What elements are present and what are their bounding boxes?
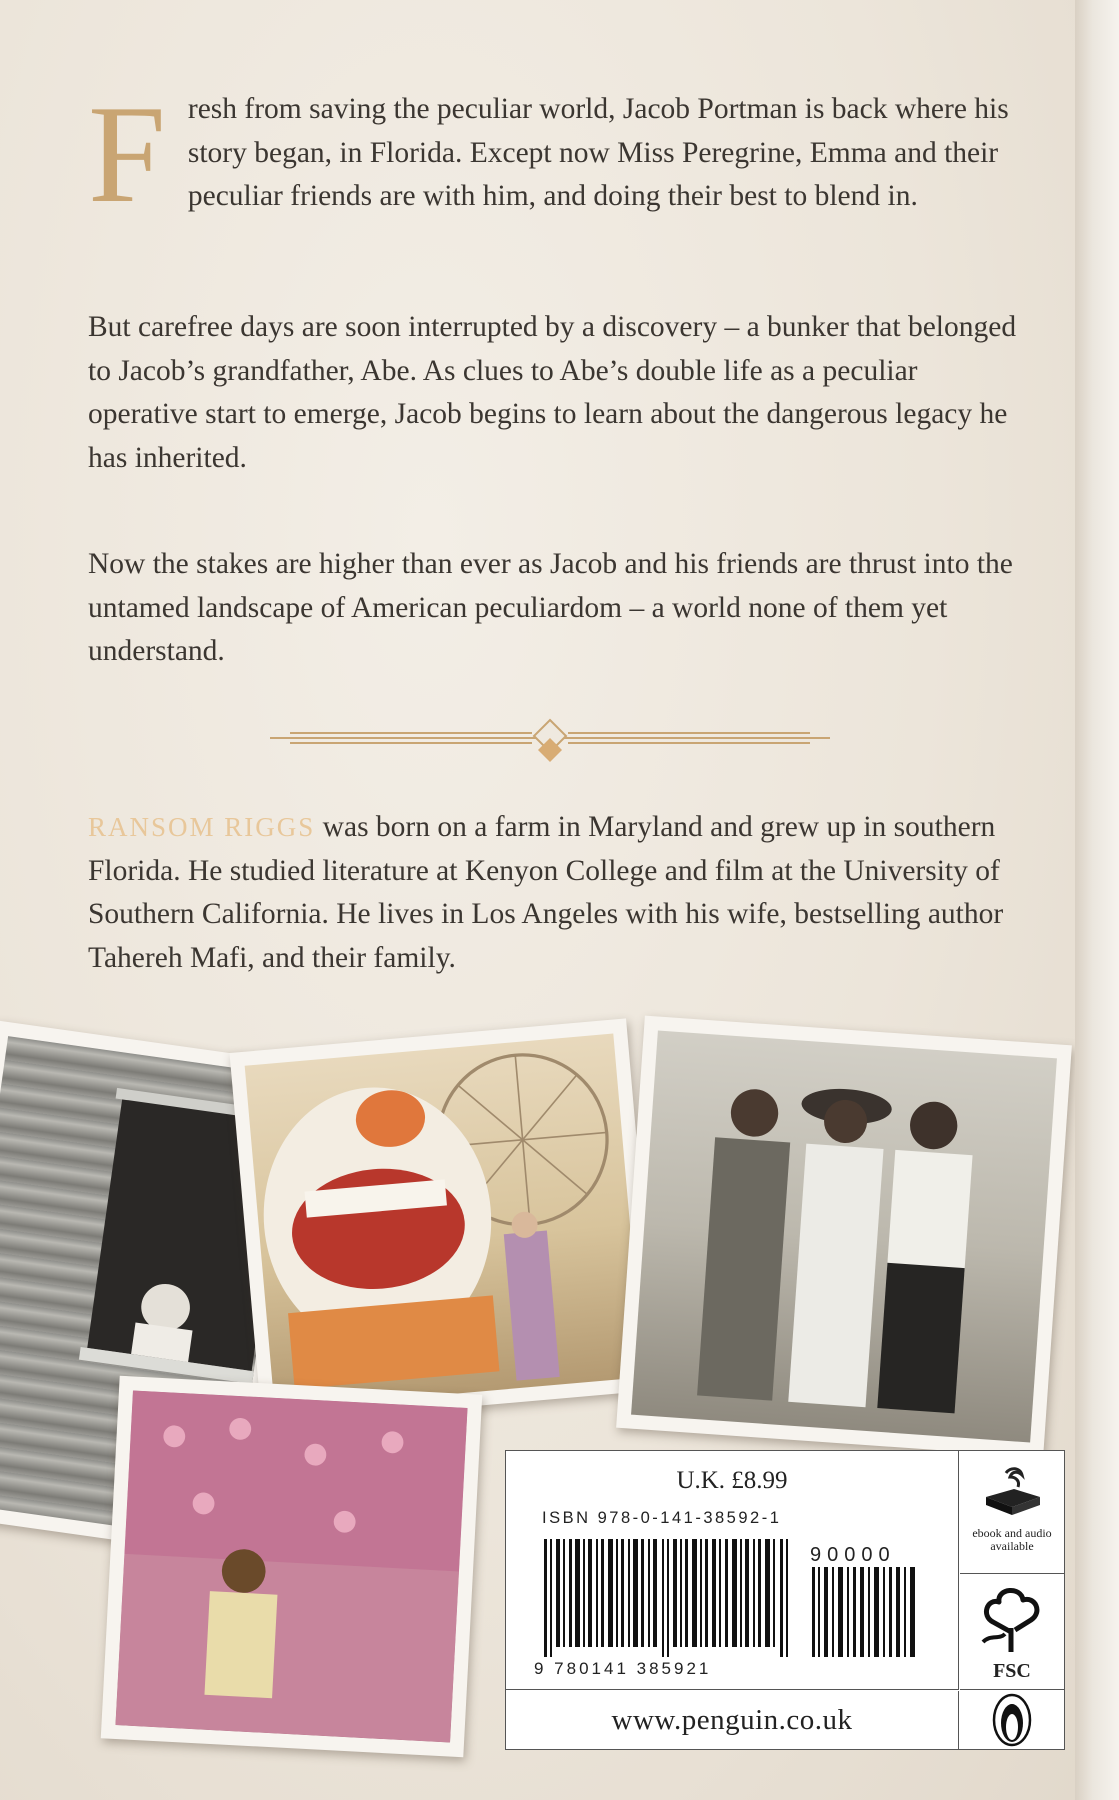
penguin-logo-icon [960, 1691, 1064, 1749]
isbn: ISBN 978-0-141-38592-1 [542, 1509, 782, 1527]
drop-cap: F [88, 77, 166, 232]
fsc-badge [960, 1574, 1064, 1690]
author-name: RANSOM RIGGS [88, 812, 316, 842]
clown-image [245, 1034, 644, 1410]
barcode-section [506, 1451, 959, 1690]
photo-doll-on-couch [101, 1376, 483, 1758]
photo-three-women [616, 1016, 1072, 1458]
penguin-logo-cell [960, 1691, 1064, 1749]
blurb-paragraph-2: But carefree days are soon interrupted by a discovery – a bunker that belonged to Jacob’s grandfather, Abe. As clues to Abe’s double life as a peculiar operative start to emerge, Jacob begins to learn about the dangerous legacy he has inherited. [88, 311, 1017, 474]
fsc-tree-icon [977, 1582, 1047, 1658]
author-bio [88, 806, 1028, 980]
three-women-image [631, 1031, 1057, 1443]
blurb-text-1: resh from saving the peculiar world, Jacob Portman is back where his story began, in Florida. Except now Miss Peregrine, Emma and their peculiar friends are with him, and doing their best to blend in. [187, 93, 1009, 212]
ebook-icon [980, 1459, 1044, 1523]
website-section [506, 1691, 959, 1749]
addon-barcode-bars [812, 1567, 920, 1657]
barcode-bars [544, 1539, 792, 1657]
price: U.K. £8.99 [676, 1467, 788, 1494]
blurb-paragraph-1 [88, 77, 1028, 232]
doll-image [115, 1390, 467, 1742]
barcode-digits: 9 780141 385921 [534, 1659, 712, 1678]
barcode-panel [505, 1450, 1065, 1750]
ebook-label: ebook and audio available [972, 1526, 1052, 1553]
page-edge [1075, 0, 1119, 1800]
ebook-badge [960, 1451, 1064, 1574]
fsc-label: FSC [993, 1660, 1031, 1682]
ornament-divider [270, 716, 830, 762]
blurb-paragraph-3: Now the stakes are higher than ever as Jacob and his friends are thrust into the untamed landscape of American peculiardom – a world none of them yet understand. [88, 548, 1013, 667]
publisher-website: www.penguin.co.uk [611, 1703, 853, 1736]
photo-clown-ferris-wheel [230, 1018, 659, 1424]
author-bio-text: was born on a farm in Maryland and grew up in southern Florida. He studied literature at Kenyon College and film at the University of Southern California. He lives in Los Angeles with his wife, bestselling author Tahereh Mafi, and their family. [88, 811, 1004, 974]
addon-digits: 90000 [810, 1544, 896, 1566]
